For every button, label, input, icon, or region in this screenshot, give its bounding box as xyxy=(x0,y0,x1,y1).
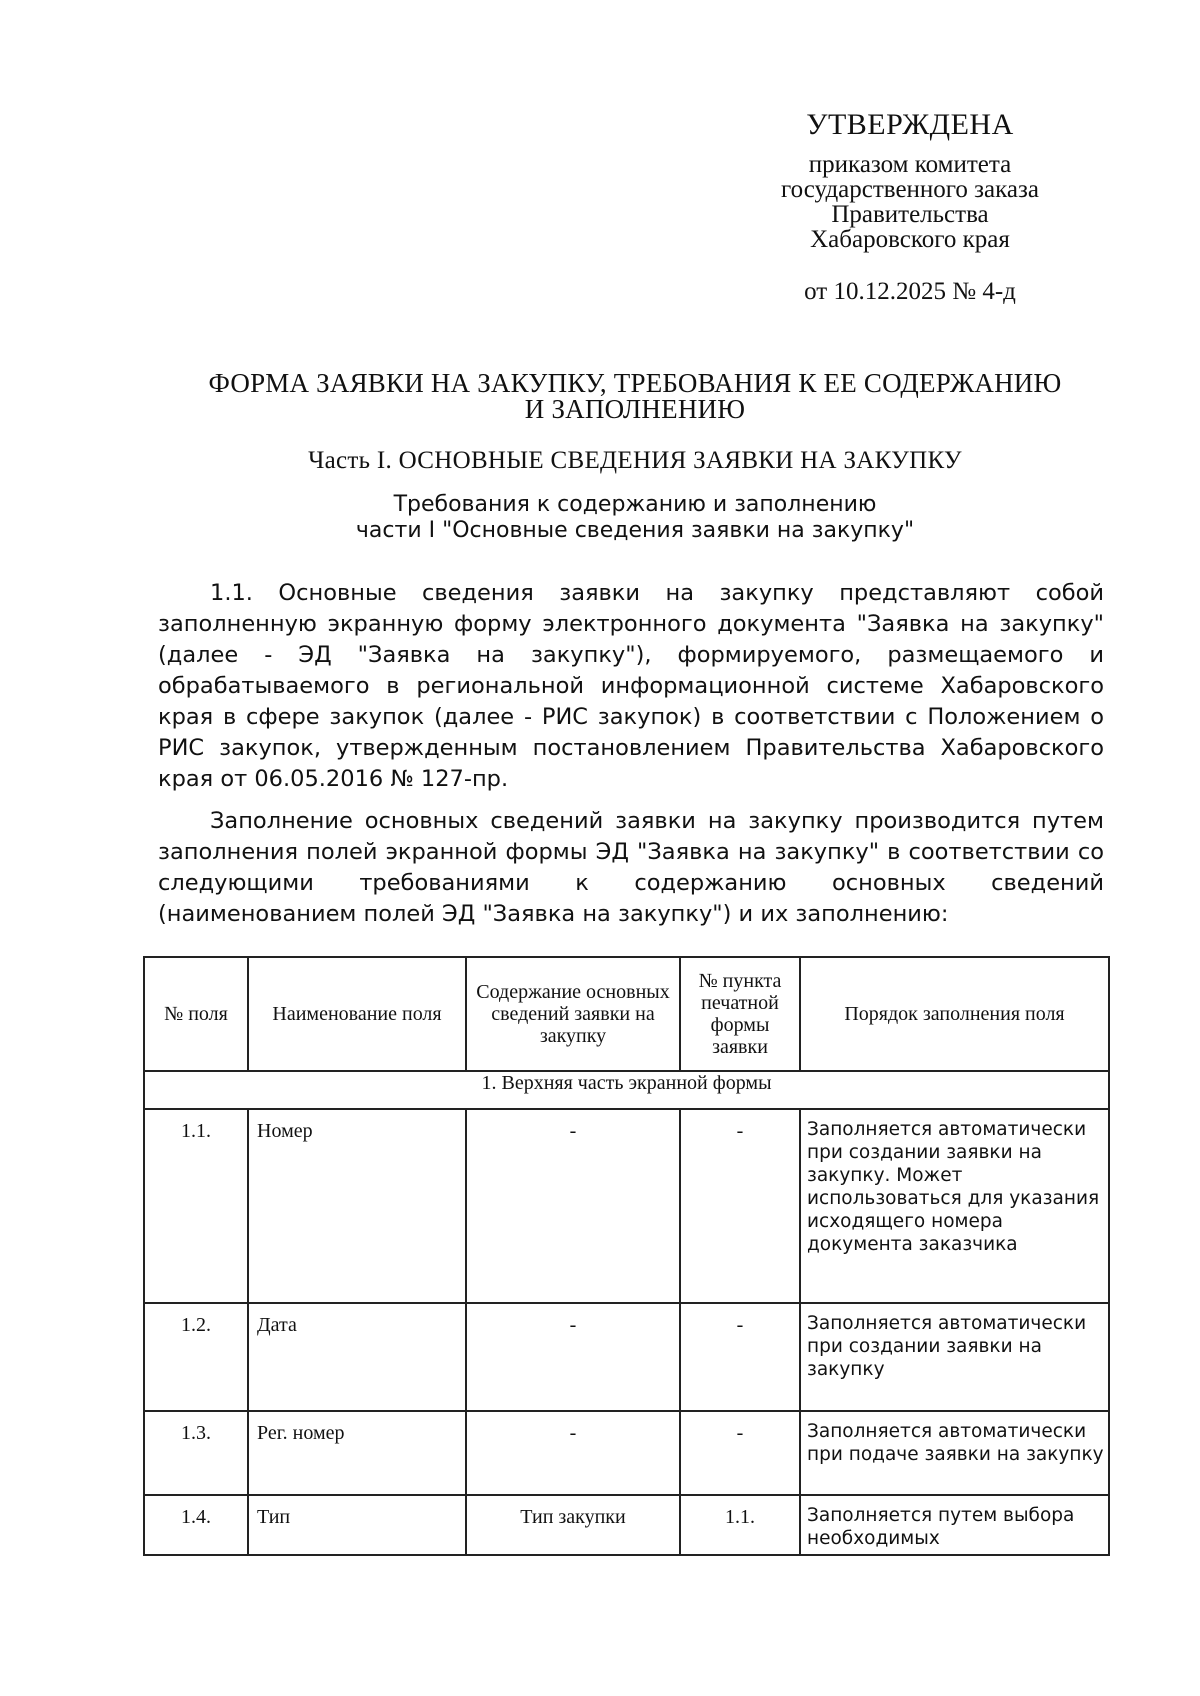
approval-line: государственного заказа xyxy=(781,176,1039,203)
section-title: 1. Верхняя часть экранной формы xyxy=(144,1071,1109,1109)
table-header-row xyxy=(144,957,1109,1071)
field-content: Тип закупки xyxy=(466,1495,680,1555)
paragraph-1-1: 1.1. Основные сведения заявки на закупку представляют собой заполненную экранную форму электронного документа "Заявка на закупку" (далее - ЭД "Заявка на закупку"), формируемого, размещаемого и обрабатываемого в региональной информационной системе Хабаровского края в сфере закупок (далее - РИС закупок) в соответствии с Положением о РИС закупок, утвержденным постановлением Правительства Хабаровского края от 06.05.2016 № 127-пр. xyxy=(158,580,1104,792)
field-print-item: - xyxy=(680,1109,800,1303)
header-field-name: Наименование поля xyxy=(248,957,466,1071)
field-content: - xyxy=(466,1411,680,1495)
header-field-number: № поля xyxy=(144,957,248,1071)
field-name: Тип xyxy=(248,1495,466,1555)
table-row xyxy=(144,1109,1109,1303)
part-title: Часть I. ОСНОВНЫЕ СВЕДЕНИЯ ЗАЯВКИ НА ЗАКУПКУ xyxy=(308,447,962,474)
field-fill-order: Заполняется автоматически при подаче заявки на закупку xyxy=(800,1411,1109,1495)
approval-line: Хабаровского края xyxy=(810,226,1010,253)
approval-title: УТВЕРЖДЕНА xyxy=(806,108,1014,141)
document-title xyxy=(150,370,1120,422)
field-fill-order: Заполняется путем выбора необходимых xyxy=(800,1495,1109,1555)
field-print-item: - xyxy=(680,1411,800,1495)
field-name: Рег. номер xyxy=(248,1411,466,1495)
field-name: Дата xyxy=(248,1303,466,1411)
table-section-row xyxy=(144,1071,1109,1109)
table-row xyxy=(144,1411,1109,1495)
requirements-heading-line: Требования к содержанию и заполнению xyxy=(393,492,877,517)
document-title-line: ФОРМА ЗАЯВКИ НА ЗАКУПКУ, ТРЕБОВАНИЯ К ЕЕ СОДЕРЖАНИЮ xyxy=(208,368,1062,398)
document-title-line: И ЗАПОЛНЕНИЮ xyxy=(524,394,746,424)
approval-date: от 10.12.2025 № 4-д xyxy=(804,278,1016,305)
requirements-heading xyxy=(150,492,1120,544)
approval-line: Правительства xyxy=(831,201,989,228)
field-number: 1.3. xyxy=(144,1411,248,1495)
field-name: Номер xyxy=(248,1109,466,1303)
field-print-item: 1.1. xyxy=(680,1495,800,1555)
header-print-item: № пункта печатной формы заявки xyxy=(680,957,800,1071)
approval-line: приказом комитета xyxy=(808,151,1012,178)
header-content: Содержание основных сведений заявки на закупку xyxy=(466,957,680,1071)
requirements-heading-line: части I "Основные сведения заявки на закупку" xyxy=(355,518,915,543)
field-number: 1.2. xyxy=(144,1303,248,1411)
field-content: - xyxy=(466,1303,680,1411)
field-fill-order: Заполняется автоматически при создании заявки на закупку. Может использоваться для указания исходящего номера документа заказчика xyxy=(800,1109,1109,1303)
field-content: - xyxy=(466,1109,680,1303)
approval-stamp xyxy=(740,108,1080,306)
table-row xyxy=(144,1303,1109,1411)
table-row xyxy=(144,1495,1109,1555)
field-fill-order: Заполняется автоматически при создании заявки на закупку xyxy=(800,1303,1109,1411)
field-number: 1.4. xyxy=(144,1495,248,1555)
field-number: 1.1. xyxy=(144,1109,248,1303)
field-print-item: - xyxy=(680,1303,800,1411)
paragraph-filling: Заполнение основных сведений заявки на закупку производится путем заполнения полей экранной формы ЭД "Заявка на закупку" в соответствии со следующими требованиями к содержанию основных сведений (наименованием полей ЭД "Заявка на закупку") и их заполнению: xyxy=(158,808,1104,927)
header-fill-order: Порядок заполнения поля xyxy=(800,957,1109,1071)
fields-table xyxy=(143,956,1110,1556)
